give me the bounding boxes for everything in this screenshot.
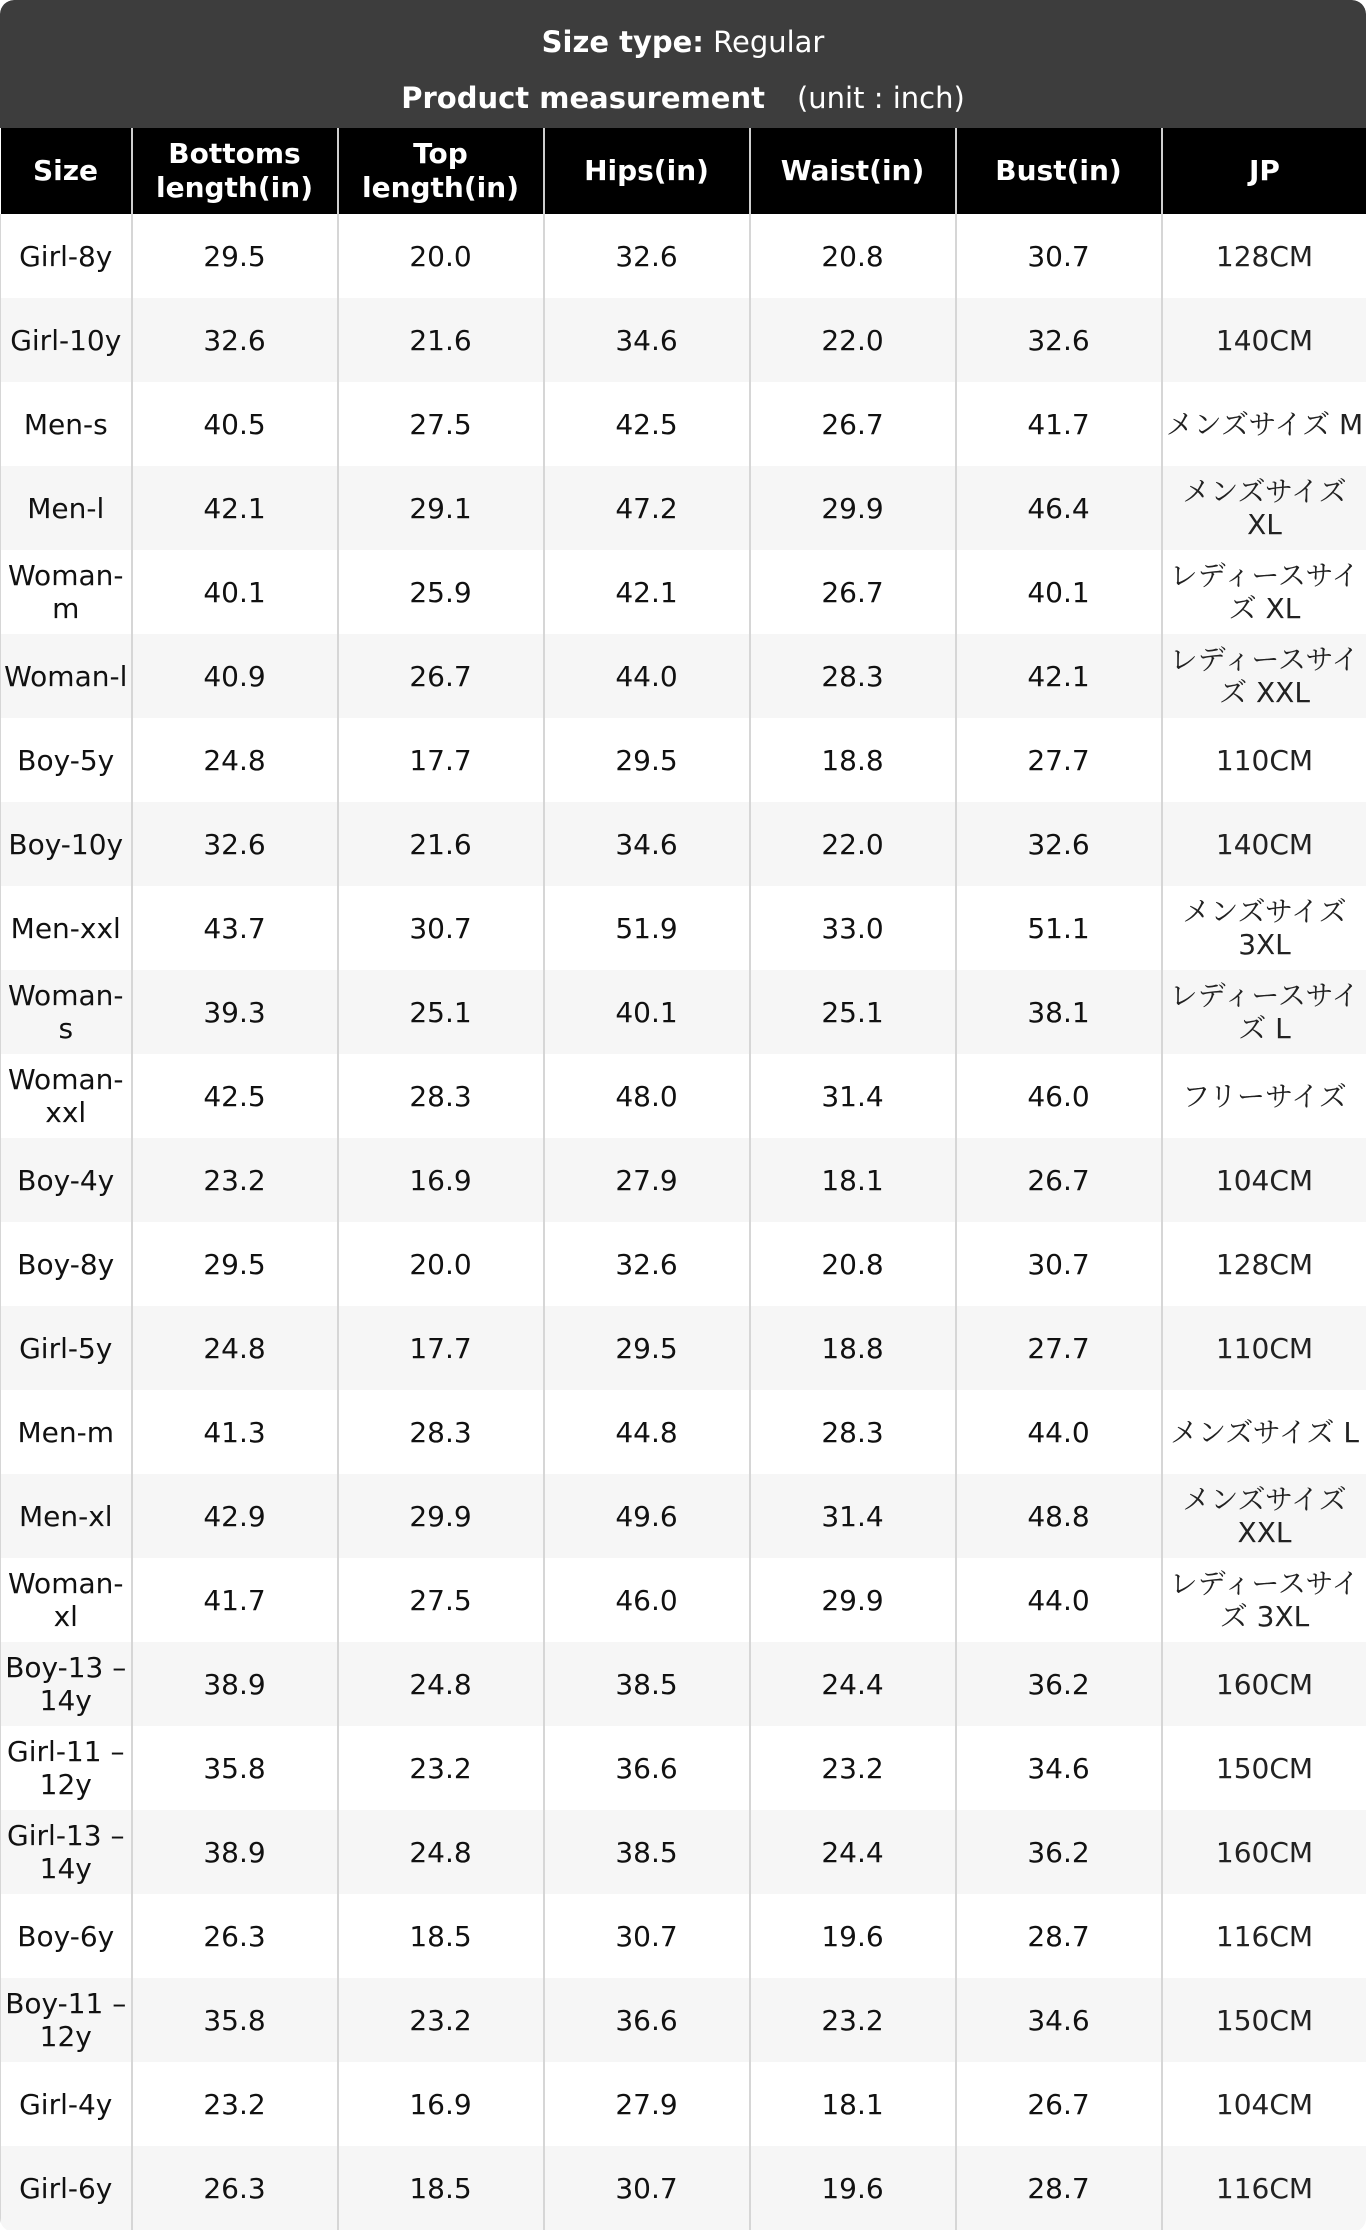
jp-size-cell: 116CM — [1162, 1894, 1366, 1978]
top-length-cell: 20.0 — [338, 214, 544, 298]
waist-cell: 23.2 — [750, 1978, 956, 2062]
hips-cell: 27.9 — [544, 1138, 750, 1222]
table-row — [1, 550, 1366, 634]
table-row — [1, 634, 1366, 718]
size-table — [0, 128, 1366, 2230]
jp-size-cell: 150CM — [1162, 1726, 1366, 1810]
size-type-value: Regular — [713, 25, 825, 59]
table-row — [1, 1390, 1366, 1474]
table-row — [1, 1642, 1366, 1726]
table-row — [1, 2146, 1366, 2230]
bottoms-length-cell: 39.3 — [132, 970, 338, 1054]
top-length-cell: 17.7 — [338, 1306, 544, 1390]
size-type-line — [0, 22, 1366, 62]
bust-cell: 44.0 — [956, 1558, 1162, 1642]
bust-cell: 46.0 — [956, 1054, 1162, 1138]
hips-cell: 29.5 — [544, 718, 750, 802]
waist-cell: 22.0 — [750, 298, 956, 382]
jp-size-cell: 128CM — [1162, 214, 1366, 298]
top-length-cell: 29.9 — [338, 1474, 544, 1558]
hips-cell: 34.6 — [544, 298, 750, 382]
waist-cell: 26.7 — [750, 382, 956, 466]
bottoms-length-cell: 40.9 — [132, 634, 338, 718]
hips-cell: 44.0 — [544, 634, 750, 718]
bottoms-length-cell: 43.7 — [132, 886, 338, 970]
size-cell: Men-l — [1, 466, 132, 550]
waist-cell: 25.1 — [750, 970, 956, 1054]
top-length-cell: 30.7 — [338, 886, 544, 970]
bottoms-length-cell: 29.5 — [132, 1222, 338, 1306]
table-row — [1, 466, 1366, 550]
hips-cell: 34.6 — [544, 802, 750, 886]
size-cell: Woman-xxl — [1, 1054, 132, 1138]
top-length-cell: 20.0 — [338, 1222, 544, 1306]
measurement-line — [0, 78, 1366, 118]
size-cell: Woman-m — [1, 550, 132, 634]
table-row — [1, 2062, 1366, 2146]
bust-cell: 26.7 — [956, 2062, 1162, 2146]
hips-cell: 32.6 — [544, 214, 750, 298]
hips-cell: 44.8 — [544, 1390, 750, 1474]
bottoms-length-cell: 32.6 — [132, 298, 338, 382]
top-length-cell: 26.7 — [338, 634, 544, 718]
jp-size-cell: 128CM — [1162, 1222, 1366, 1306]
bust-cell: 26.7 — [956, 1138, 1162, 1222]
jp-size-cell: メンズサイズ L — [1162, 1390, 1366, 1474]
bottoms-length-cell: 26.3 — [132, 1894, 338, 1978]
hips-cell: 36.6 — [544, 1978, 750, 2062]
column-header-jp: JP — [1162, 128, 1366, 214]
table-row — [1, 1810, 1366, 1894]
waist-cell: 23.2 — [750, 1726, 956, 1810]
jp-size-cell: 110CM — [1162, 718, 1366, 802]
size-cell: Men-m — [1, 1390, 132, 1474]
size-cell: Boy-8y — [1, 1222, 132, 1306]
top-length-cell: 28.3 — [338, 1390, 544, 1474]
hips-cell: 49.6 — [544, 1474, 750, 1558]
table-row — [1, 1558, 1366, 1642]
jp-size-cell: レディースサイズ XL — [1162, 550, 1366, 634]
hips-cell: 38.5 — [544, 1642, 750, 1726]
waist-cell: 31.4 — [750, 1474, 956, 1558]
hips-cell: 51.9 — [544, 886, 750, 970]
top-length-cell: 24.8 — [338, 1642, 544, 1726]
bottoms-length-cell: 35.8 — [132, 1978, 338, 2062]
bust-cell: 30.7 — [956, 214, 1162, 298]
bottoms-length-cell: 38.9 — [132, 1810, 338, 1894]
top-length-cell: 28.3 — [338, 1054, 544, 1138]
table-row — [1, 1222, 1366, 1306]
bottoms-length-cell: 24.8 — [132, 718, 338, 802]
bust-cell: 36.2 — [956, 1810, 1162, 1894]
waist-cell: 20.8 — [750, 214, 956, 298]
top-length-cell: 25.9 — [338, 550, 544, 634]
waist-cell: 19.6 — [750, 2146, 956, 2230]
bottoms-length-cell: 42.5 — [132, 1054, 338, 1138]
top-length-cell: 29.1 — [338, 466, 544, 550]
chart-header — [0, 0, 1366, 128]
bottoms-length-cell: 23.2 — [132, 1138, 338, 1222]
jp-size-cell: 140CM — [1162, 802, 1366, 886]
column-header-waist: Waist(in) — [750, 128, 956, 214]
top-length-cell: 27.5 — [338, 382, 544, 466]
top-length-cell: 17.7 — [338, 718, 544, 802]
waist-cell: 18.8 — [750, 1306, 956, 1390]
size-cell: Woman-xl — [1, 1558, 132, 1642]
size-cell: Woman-l — [1, 634, 132, 718]
size-cell: Men-xxl — [1, 886, 132, 970]
jp-size-cell: 160CM — [1162, 1810, 1366, 1894]
top-length-cell: 18.5 — [338, 1894, 544, 1978]
unit-note: (unit : inch) — [796, 81, 965, 115]
table-body — [1, 214, 1366, 2230]
top-length-cell: 23.2 — [338, 1726, 544, 1810]
size-cell: Girl-6y — [1, 2146, 132, 2230]
bust-cell: 48.8 — [956, 1474, 1162, 1558]
top-length-cell: 24.8 — [338, 1810, 544, 1894]
size-cell: Girl-10y — [1, 298, 132, 382]
size-cell: Girl-8y — [1, 214, 132, 298]
top-length-cell: 23.2 — [338, 1978, 544, 2062]
hips-cell: 30.7 — [544, 1894, 750, 1978]
table-row — [1, 1978, 1366, 2062]
bottoms-length-cell: 35.8 — [132, 1726, 338, 1810]
top-length-cell: 16.9 — [338, 1138, 544, 1222]
jp-size-cell: 104CM — [1162, 2062, 1366, 2146]
waist-cell: 28.3 — [750, 1390, 956, 1474]
size-cell: Boy-5y — [1, 718, 132, 802]
table-row — [1, 886, 1366, 970]
size-cell: Boy-11 – 12y — [1, 1978, 132, 2062]
jp-size-cell: レディースサイズ XXL — [1162, 634, 1366, 718]
jp-size-cell: 116CM — [1162, 2146, 1366, 2230]
bust-cell: 51.1 — [956, 886, 1162, 970]
waist-cell: 20.8 — [750, 1222, 956, 1306]
table-row — [1, 1138, 1366, 1222]
jp-size-cell: 110CM — [1162, 1306, 1366, 1390]
bust-cell: 44.0 — [956, 1390, 1162, 1474]
bust-cell: 38.1 — [956, 970, 1162, 1054]
size-cell: Girl-13 – 14y — [1, 1810, 132, 1894]
top-length-cell: 21.6 — [338, 298, 544, 382]
table-row — [1, 802, 1366, 886]
bust-cell: 34.6 — [956, 1978, 1162, 2062]
bust-cell: 46.4 — [956, 466, 1162, 550]
bust-cell: 27.7 — [956, 718, 1162, 802]
bottoms-length-cell: 32.6 — [132, 802, 338, 886]
column-header-bust: Bust(in) — [956, 128, 1162, 214]
table-row — [1, 970, 1366, 1054]
table-row — [1, 1054, 1366, 1138]
waist-cell: 18.8 — [750, 718, 956, 802]
size-cell: Girl-4y — [1, 2062, 132, 2146]
header-row — [1, 128, 1366, 214]
waist-cell: 31.4 — [750, 1054, 956, 1138]
bottoms-length-cell: 24.8 — [132, 1306, 338, 1390]
size-cell: Girl-5y — [1, 1306, 132, 1390]
bust-cell: 27.7 — [956, 1306, 1162, 1390]
bottoms-length-cell: 40.5 — [132, 382, 338, 466]
size-cell: Boy-4y — [1, 1138, 132, 1222]
bust-cell: 30.7 — [956, 1222, 1162, 1306]
table-row — [1, 1306, 1366, 1390]
bust-cell: 41.7 — [956, 382, 1162, 466]
hips-cell: 46.0 — [544, 1558, 750, 1642]
bottoms-length-cell: 41.3 — [132, 1390, 338, 1474]
table-row — [1, 214, 1366, 298]
waist-cell: 24.4 — [750, 1642, 956, 1726]
hips-cell: 42.5 — [544, 382, 750, 466]
column-header-size: Size — [1, 128, 132, 214]
top-length-cell: 25.1 — [338, 970, 544, 1054]
hips-cell: 30.7 — [544, 2146, 750, 2230]
hips-cell: 42.1 — [544, 550, 750, 634]
hips-cell: 38.5 — [544, 1810, 750, 1894]
jp-size-cell: 150CM — [1162, 1978, 1366, 2062]
bottoms-length-cell: 42.1 — [132, 466, 338, 550]
bust-cell: 36.2 — [956, 1642, 1162, 1726]
waist-cell: 18.1 — [750, 2062, 956, 2146]
jp-size-cell: メンズサイズ XL — [1162, 466, 1366, 550]
top-length-cell: 27.5 — [338, 1558, 544, 1642]
waist-cell: 29.9 — [750, 1558, 956, 1642]
bust-cell: 34.6 — [956, 1726, 1162, 1810]
jp-size-cell: 160CM — [1162, 1642, 1366, 1726]
hips-cell: 40.1 — [544, 970, 750, 1054]
jp-size-cell: レディースサイズ L — [1162, 970, 1366, 1054]
table-row — [1, 1894, 1366, 1978]
bust-cell: 40.1 — [956, 550, 1162, 634]
top-length-cell: 18.5 — [338, 2146, 544, 2230]
column-header-bottoms-length: Bottoms length(in) — [132, 128, 338, 214]
jp-size-cell: 104CM — [1162, 1138, 1366, 1222]
bottoms-length-cell: 40.1 — [132, 550, 338, 634]
size-cell: Men-s — [1, 382, 132, 466]
table-row — [1, 1474, 1366, 1558]
hips-cell: 29.5 — [544, 1306, 750, 1390]
waist-cell: 22.0 — [750, 802, 956, 886]
bust-cell: 42.1 — [956, 634, 1162, 718]
bust-cell: 32.6 — [956, 298, 1162, 382]
waist-cell: 19.6 — [750, 1894, 956, 1978]
hips-cell: 32.6 — [544, 1222, 750, 1306]
top-length-cell: 16.9 — [338, 2062, 544, 2146]
hips-cell: 48.0 — [544, 1054, 750, 1138]
size-cell: Boy-13 – 14y — [1, 1642, 132, 1726]
jp-size-cell: メンズサイズ XXL — [1162, 1474, 1366, 1558]
bust-cell: 32.6 — [956, 802, 1162, 886]
jp-size-cell: 140CM — [1162, 298, 1366, 382]
waist-cell: 24.4 — [750, 1810, 956, 1894]
jp-size-cell: メンズサイズ M — [1162, 382, 1366, 466]
bottoms-length-cell: 26.3 — [132, 2146, 338, 2230]
top-length-cell: 21.6 — [338, 802, 544, 886]
size-cell: Boy-10y — [1, 802, 132, 886]
jp-size-cell: フリーサイズ — [1162, 1054, 1366, 1138]
waist-cell: 33.0 — [750, 886, 956, 970]
size-cell: Boy-6y — [1, 1894, 132, 1978]
table-row — [1, 382, 1366, 466]
jp-size-cell: レディースサイズ 3XL — [1162, 1558, 1366, 1642]
waist-cell: 28.3 — [750, 634, 956, 718]
waist-cell: 18.1 — [750, 1138, 956, 1222]
hips-cell: 27.9 — [544, 2062, 750, 2146]
measurement-label: Product measurement — [401, 81, 765, 115]
size-cell: Men-xl — [1, 1474, 132, 1558]
jp-size-cell: メンズサイズ 3XL — [1162, 886, 1366, 970]
bottoms-length-cell: 23.2 — [132, 2062, 338, 2146]
bust-cell: 28.7 — [956, 2146, 1162, 2230]
bottoms-length-cell: 42.9 — [132, 1474, 338, 1558]
size-cell: Girl-11 – 12y — [1, 1726, 132, 1810]
table-row — [1, 298, 1366, 382]
waist-cell: 26.7 — [750, 550, 956, 634]
size-type-label: Size type: — [541, 25, 704, 59]
column-header-top-length: Top length(in) — [338, 128, 544, 214]
size-cell: Woman-s — [1, 970, 132, 1054]
bottoms-length-cell: 41.7 — [132, 1558, 338, 1642]
column-header-hips: Hips(in) — [544, 128, 750, 214]
bottoms-length-cell: 29.5 — [132, 214, 338, 298]
bust-cell: 28.7 — [956, 1894, 1162, 1978]
waist-cell: 29.9 — [750, 466, 956, 550]
table-row — [1, 718, 1366, 802]
bottoms-length-cell: 38.9 — [132, 1642, 338, 1726]
table-row — [1, 1726, 1366, 1810]
hips-cell: 36.6 — [544, 1726, 750, 1810]
hips-cell: 47.2 — [544, 466, 750, 550]
